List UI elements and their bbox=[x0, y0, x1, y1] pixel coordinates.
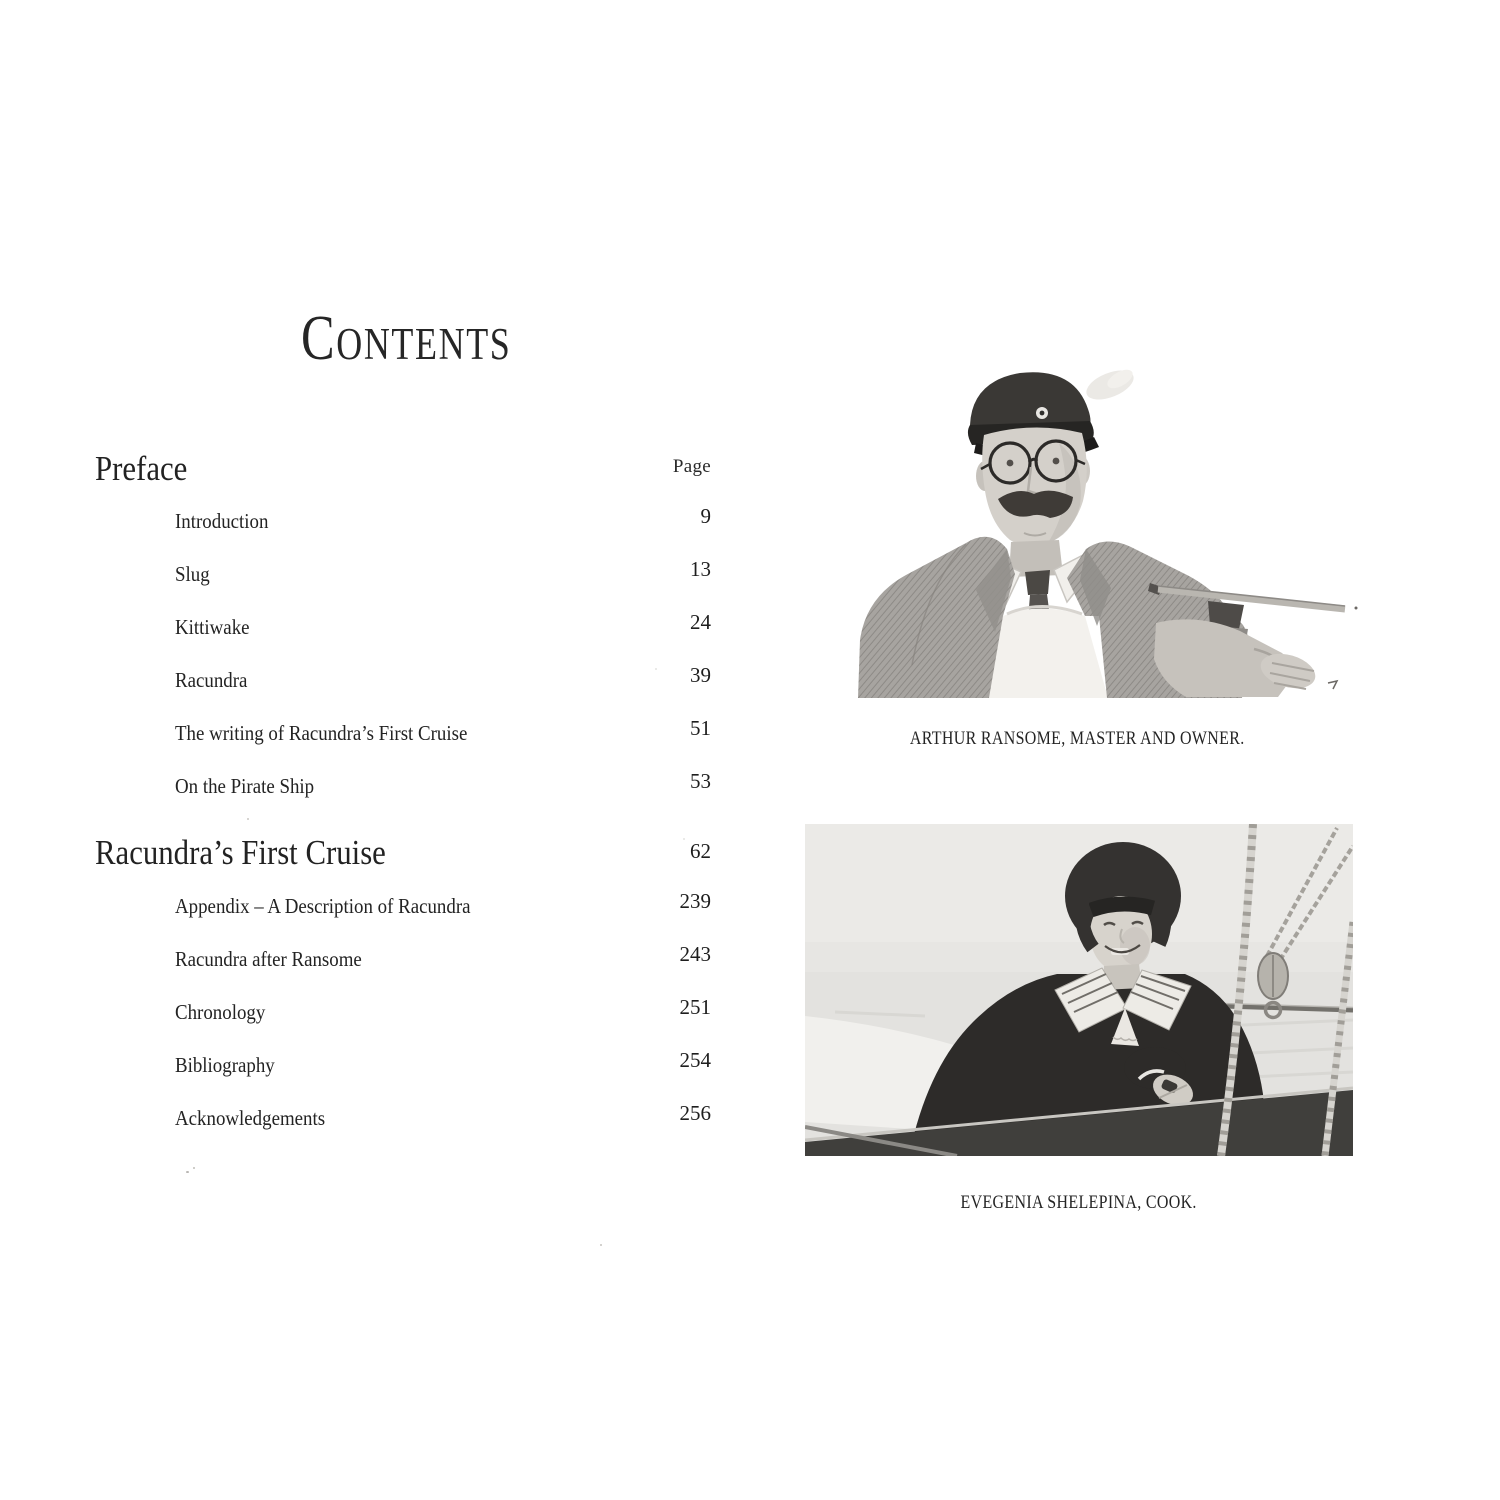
toc-item-page: 9 bbox=[700, 504, 711, 528]
photo-arthur-ransome bbox=[858, 363, 1372, 698]
toc-item-label: Racundra after Ransome bbox=[175, 947, 362, 971]
toc-item-label: Racundra bbox=[175, 668, 248, 692]
toc-row-writing-of-racundra bbox=[95, 716, 711, 746]
scan-speck bbox=[186, 1171, 189, 1173]
toc-item-label: Slug bbox=[175, 562, 210, 586]
toc-section-heading: Preface bbox=[95, 449, 188, 488]
figure-caption-ransome bbox=[820, 728, 1335, 750]
toc-item-label: Kittiwake bbox=[175, 615, 250, 639]
scan-speck bbox=[600, 1244, 602, 1246]
scan-speck bbox=[193, 1167, 195, 1169]
table-of-contents bbox=[95, 445, 711, 1145]
toc-item-page: 243 bbox=[679, 942, 711, 966]
scan-speck bbox=[655, 668, 657, 670]
figure-caption-shelepina bbox=[805, 1192, 1353, 1214]
toc-item-page: 251 bbox=[679, 995, 711, 1019]
toc-row-acknowledgements bbox=[95, 1101, 711, 1131]
toc-item-page: 53 bbox=[690, 769, 711, 793]
toc-row-appendix bbox=[95, 889, 711, 919]
scan-speck bbox=[683, 838, 685, 840]
toc-section-preface bbox=[95, 449, 711, 489]
toc-row-pirate-ship bbox=[95, 769, 711, 799]
toc-item-page: 51 bbox=[690, 716, 711, 740]
page-title bbox=[301, 303, 512, 373]
figure-caption-text: ARTHUR RANSOME, MASTER AND OWNER. bbox=[910, 728, 1245, 749]
toc-row-racundra-after-ransome bbox=[95, 942, 711, 972]
toc-row-introduction bbox=[95, 504, 711, 534]
toc-item-page: 39 bbox=[690, 663, 711, 687]
toc-row-racundra bbox=[95, 663, 711, 693]
toc-item-page: 239 bbox=[679, 889, 711, 913]
toc-item-label: The writing of Racundra’s First Cruise bbox=[175, 721, 468, 745]
toc-row-chronology bbox=[95, 995, 711, 1025]
toc-item-label: Appendix – A Description of Racundra bbox=[175, 894, 471, 918]
photo-evegenia-shelepina-illustration bbox=[805, 824, 1353, 1156]
page-column-label: Page bbox=[672, 456, 711, 477]
toc-row-kittiwake bbox=[95, 610, 711, 640]
toc-item-label: Acknowledgements bbox=[175, 1106, 326, 1130]
page-title-rest: ONTENTS bbox=[336, 319, 512, 369]
photo-arthur-ransome-illustration bbox=[858, 363, 1372, 698]
toc-item-label: Chronology bbox=[175, 1000, 266, 1024]
toc-item-label: On the Pirate Ship bbox=[175, 774, 315, 798]
toc-row-slug bbox=[95, 557, 711, 587]
toc-item-page: 254 bbox=[679, 1048, 711, 1072]
toc-item-label: Introduction bbox=[175, 509, 269, 533]
toc-item-page: 24 bbox=[690, 610, 711, 634]
toc-item-page: 13 bbox=[690, 557, 711, 581]
toc-section-heading: Racundra’s First Cruise bbox=[95, 833, 386, 872]
page-title-initial: C bbox=[301, 303, 337, 373]
toc-row-bibliography bbox=[95, 1048, 711, 1078]
toc-section-first-cruise bbox=[95, 833, 711, 873]
toc-item-label: Bibliography bbox=[175, 1053, 275, 1077]
toc-item-page: 256 bbox=[679, 1101, 711, 1125]
toc-section-page: 62 bbox=[690, 839, 711, 863]
scan-speck bbox=[247, 818, 249, 820]
photo-evegenia-shelepina bbox=[805, 824, 1353, 1156]
figure-caption-text: EVEGENIA SHELEPINA, COOK. bbox=[960, 1192, 1198, 1213]
